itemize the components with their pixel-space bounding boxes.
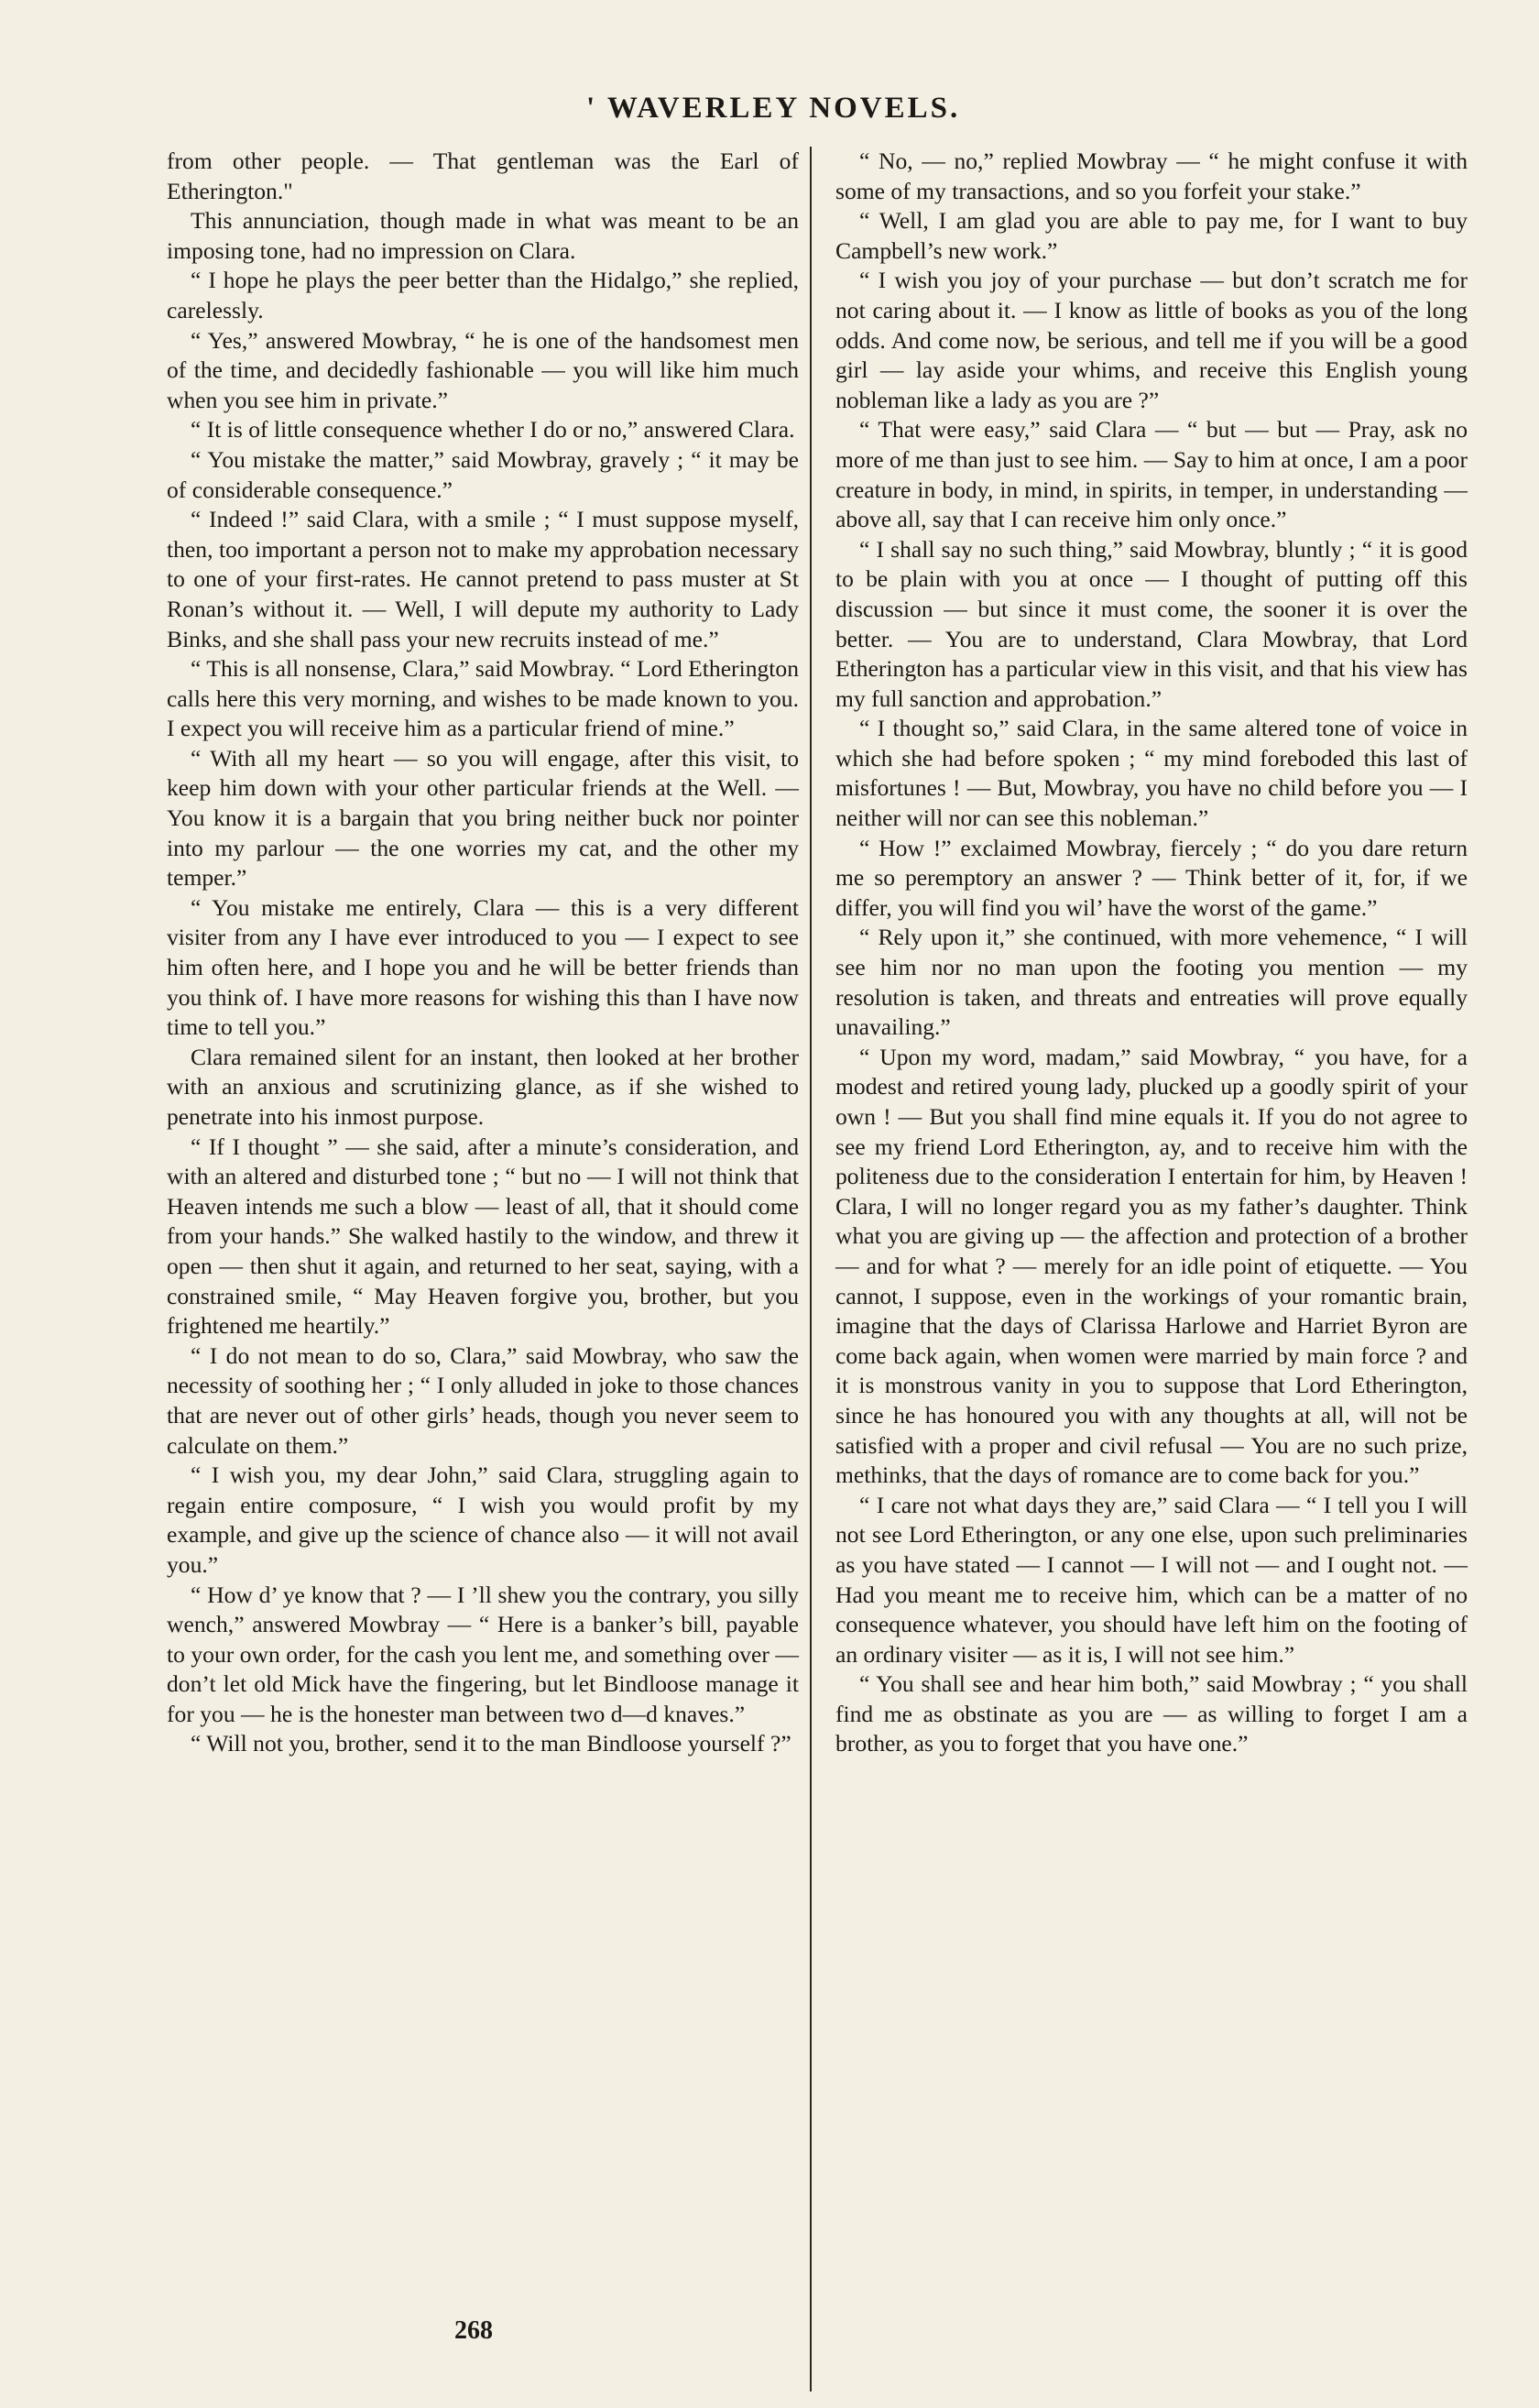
paragraph: “ I wish you joy of your purchase — but don’t scratch me for not caring about it. — I know as little of books as you of the long odds. And come now, be serious, and tell me if you will be a good girl — lay aside your whims, and receive this English young nobleman like a lady as you are ?” [835,267,1468,413]
paragraph: “ I do not mean to do so, Clara,” said Mowbray, who saw the necessity of soothing her ; “ I only alluded in joke to those chances that are never out of other girls’ heads, though you never seem to calculate on them.” [167,1341,799,1459]
paragraph: “ With all my heart — so you will engage, after this visit, to keep him down with your other particular friends at the Well. — You know it is a bargain that you bring neither buck nor pointer into my parlour — the one worries my cat, and the other my temper.” [167,744,799,892]
paragraph: “ That were easy,” said Clara — “ but — but — Pray, ask no more of me than just to see him. — Say to him at once, I am a poor creature in body, in mind, in spirits, in temper, in understanding — above all, say that I can receive him only once.” [835,416,1468,533]
paragraph: “ This is all nonsense, Clara,” said Mowbray. “ Lord Etherington calls here this very morning, and wishes to be made known to you. I expect you will receive him as a particular friend of mine.” [167,655,799,742]
paragraph: This annunciation, though made in what was meant to be an imposing tone, had no impression on Clara. [167,207,799,264]
paragraph: from other people. — That gentleman was the Earl of Etherington." [167,148,799,204]
running-header: ' WAVERLEY NOVELS. [586,92,961,125]
paragraph: “ Will not you, brother, send it to the man Bindloose yourself ?” [191,1730,791,1757]
right-text-column [835,147,1468,1759]
paragraph: “ Rely upon it,” she continued, with more vehemence, “ I will see him nor no man upon the footing you mention — my resolution is taken, and threats and entreaties will prove equally unavailing.” [835,924,1468,1041]
paragraph: “ I thought so,” said Clara, in the same altered tone of voice in which she had before spoken ; “ my mind foreboded this last of misfortunes ! — But, Mowbray, you have no child before you — I neither will nor can see this nobleman.” [835,715,1468,832]
page-number: 268 [454,2316,493,2345]
paragraph: Clara remained silent for an instant, then looked at her brother with an anxious and scrutinizing glance, as if she wished to penetrate into his inmost purpose. [167,1043,799,1130]
paragraph: “ You mistake me entirely, Clara — this is a very different visiter from any I have ever introduced to you — I expect to see him often here, and I hope you and he will be better friends than you think of. I have more reasons for wishing this than I have now time to tell you.” [167,893,799,1041]
paragraph: “ Upon my word, madam,” said Mowbray, “ you have, for a modest and retired young lady, plucked up a goodly spirit of your own ! — But you shall find mine equals it. If you do not agree to see my friend Lord Etherington, ay, and to receive him with the politeness due to the consideration I entertain for him, by Heaven ! Clara, I will no longer regard you as my father’s daughter. Think what you are giving up — the affection and protection of a brother — and for what ? — merely for an idle point of etiquette. — You cannot, I suppose, even in the workings of your romantic brain, imagine that the days of Clarissa Harlowe and Harriet Byron are come back again, when women were married by main force ? and it is monstrous vanity in you to suppose that Lord Etherington, since he has honoured you with any thoughts at all, will not be satisfied with a proper and civil refusal — You are no such prize, methinks, that the days of romance are to come back for you.” [835,1043,1468,1489]
paragraph: “ No, — no,” replied Mowbray — “ he might confuse it with some of my transactions, and so you forfeit your stake.” [835,148,1468,204]
paragraph: “ I hope he plays the peer better than the Hidalgo,” she replied, carelessly. [167,267,799,323]
paragraph: “ Well, I am glad you are able to pay me, for I want to buy Campbell’s new work.” [835,207,1468,264]
paragraph: “ You mistake the matter,” said Mowbray, gravely ; “ it may be of considerable consequence.” [167,445,799,503]
left-text-column [167,147,799,1759]
paragraph: “ How !” exclaimed Mowbray, fiercely ; “ do you dare return me so peremptory an answer ? — Think better of it, for, if we differ, you will find you wil’ have the worst of the game.” [835,834,1468,921]
paragraph: “ You shall see and hear him both,” said Mowbray ; “ you shall find me as obstinate as you are — as willing to forget I am a brother, as you to forget that you have one.” [835,1670,1468,1757]
paragraph: “ It is of little consequence whether I do or no,” answered Clara. [191,416,795,443]
column-divider [810,147,812,2392]
paragraph: “ How d’ ye know that ? — I ’ll shew you the contrary, you silly wench,” answered Mowbray — “ Here is a banker’s bill, payable to your own order, for the cash you lent me, and something over — don’t let old Mick have the fingering, but let Bindloose manage it for you — he is the honester man between two d—d knaves.” [167,1581,799,1727]
paragraph: “ Indeed !” said Clara, with a smile ; “ I must suppose myself, then, too important a person not to make my approbation necessary to one of your first-rates. He cannot pretend to pass muster at St Ronan’s without it. — Well, I will depute my authority to Lady Binks, and she shall pass your new recruits instead of me.” [167,506,799,652]
paragraph: “ If I thought ” — she said, after a minute’s consideration, and with an altered and disturbed tone ; “ but no — I will not think that Heaven intends me such a blow — least of all, that it should come from your hands.” She walked hastily to the window, and threw it open — then shut it again, and returned to her seat, saying, with a constrained smile, “ May Heaven forgive you, brother, but you frightened me heartily.” [167,1133,799,1340]
paragraph: “ I wish you, my dear John,” said Clara, struggling again to regain entire composure, “ I wish you would profit by my example, and give up the science of chance also — it will not avail you.” [167,1461,799,1578]
paragraph: “ I care not what days they are,” said Clara — “ I tell you I will not see Lord Etherington, or any one else, upon such preliminaries as you have stated — I cannot — I will not — and I ought not. — Had you meant me to receive him, which can be a matter of no consequence whatever, you should have left him on the footing of an ordinary visiter — as it is, I will not see him.” [835,1491,1468,1668]
paragraph: “ Yes,” answered Mowbray, “ he is one of the handsomest men of the time, and decidedly fashionable — you will like him much when you see him in private.” [167,326,799,413]
paragraph: “ I shall say no such thing,” said Mowbray, bluntly ; “ it is good to be plain with you at once — I thought of putting off this discussion — but since it must come, the sooner it is over the better. — You are to understand, Clara Mowbray, that Lord Etherington has a particular view in this visit, and that his view has my full sanction and approbation.” [835,535,1468,712]
